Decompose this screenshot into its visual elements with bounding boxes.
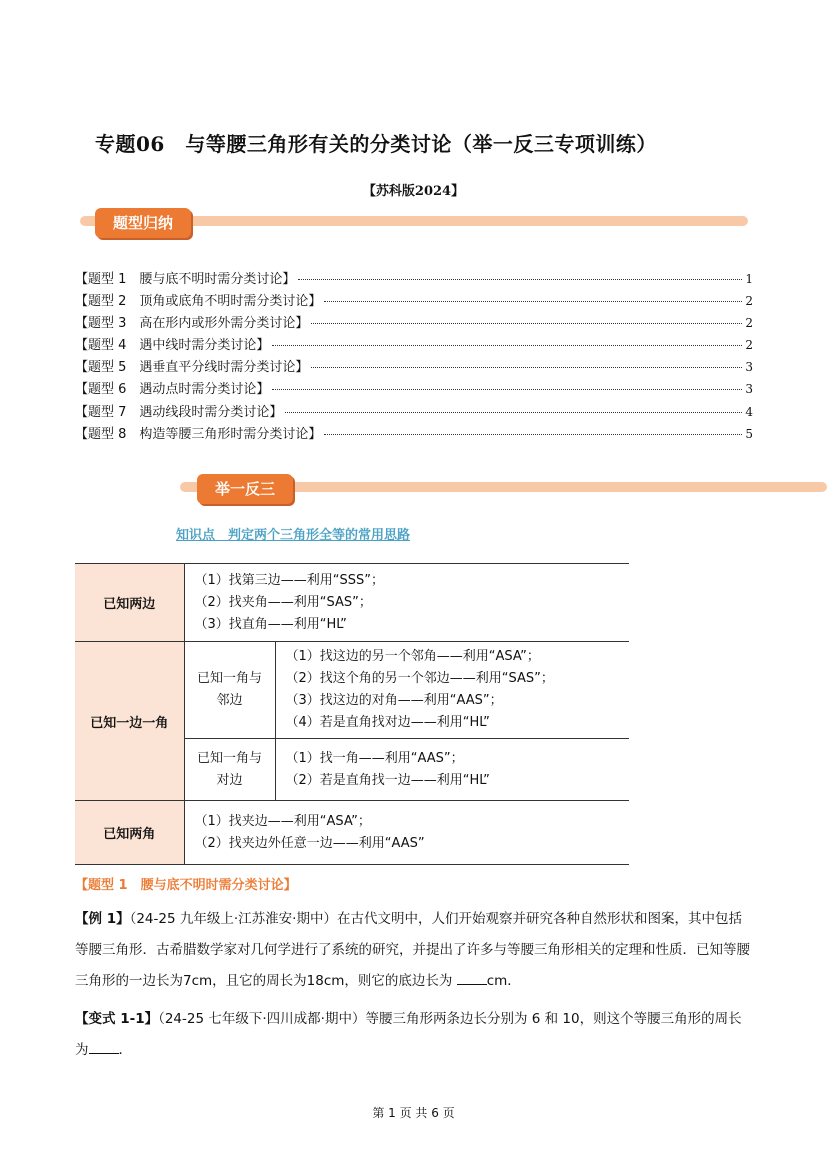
toc-page-number: 5 [745, 426, 753, 441]
method-line: （1）找夹边——利用“ASA”； [194, 813, 371, 829]
toc-item-label: 【题型 7 遇动线段时需分类讨论】 [75, 404, 283, 420]
toc-leader [298, 279, 742, 280]
method-line: （3）找直角——利用“HL” [194, 616, 347, 632]
knowledge-point-title: 知识点 判定两个三角形全等的常用思路 [176, 528, 411, 543]
method-line: （1）找一角——利用“AAS”； [285, 750, 464, 766]
method-line: （1）找第三边——利用“SSS”； [194, 572, 384, 588]
toc-item-label: 【题型 3 高在形内或形外需分类讨论】 [75, 316, 309, 332]
toc-leader [285, 412, 742, 413]
subheader-label: 已知一角与邻边 [196, 671, 262, 708]
toc-item-label: 【题型 1 腰与底不明时需分类讨论】 [75, 272, 296, 287]
toc-page-number: 2 [745, 338, 753, 353]
section-tab-practice: 举一反三 [197, 474, 293, 504]
subheader-angle-opposite-side [184, 739, 275, 801]
edition-label: 【苏科版2024】 [362, 184, 465, 199]
toc-item-label: 【题型 8 构造等腰三角形时需分类讨论】 [75, 426, 322, 442]
section-tab-summary: 题型归纳 [95, 208, 191, 238]
example-suffix: cm． [486, 973, 521, 989]
row-header-side-angle: 已知一边一角 [75, 642, 184, 801]
example-text: （24-25 九年级上·江苏淮安·期中）在古代文明中，人们开始观察并研究各种自然形状和图案，其中包括等腰三角形．古希腊数学家对几何学进行了系统的研究，并提出了许多与等腰三角形相关的定理和性质．已知等腰三角形的一边长为7cm，且它的周长为18cm，则它的底边长为 [75, 911, 750, 989]
toc-item[interactable] [75, 401, 753, 423]
table-of-contents [75, 268, 753, 445]
variant-suffix: ． [118, 1042, 132, 1058]
toc-item-label: 【题型 5 遇垂直平分线时需分类讨论】 [75, 360, 309, 376]
cell-angle-opposite-side [275, 739, 629, 801]
toc-item[interactable] [75, 290, 753, 312]
method-line: （2）找夹角——利用“SAS”； [194, 594, 372, 610]
question-type-heading: 【题型 1 腰与底不明时需分类讨论】 [75, 878, 297, 893]
example-tag: 【例 1】 [75, 911, 130, 927]
toc-leader [272, 345, 742, 346]
page-footer: 第 1 页 共 6 页 [372, 1106, 455, 1120]
toc-leader [324, 301, 742, 302]
variant-tag: 【变式 1-1】 [75, 1011, 159, 1027]
row-header-two-angles: 已知两角 [75, 801, 184, 865]
method-line: （3）找这边的对角——利用“AAS”； [285, 693, 503, 708]
method-line: （2）若是直角找一边——利用“HL” [285, 772, 490, 788]
variant-1-1 [75, 1004, 755, 1066]
toc-leader [311, 323, 742, 324]
toc-item[interactable] [75, 312, 753, 334]
document-title: 专题06 与等腰三角形有关的分类讨论（举一反三专项训练） [95, 132, 657, 156]
toc-item[interactable] [75, 423, 753, 445]
example-1 [75, 904, 755, 997]
congruence-methods-table [75, 563, 629, 865]
toc-item-label: 【题型 2 顶角或底角不明时需分类讨论】 [75, 294, 322, 310]
toc-page-number: 3 [745, 360, 753, 375]
subheader-angle-adjacent-side [184, 642, 275, 739]
cell-angle-adjacent-side [275, 642, 629, 739]
toc-item[interactable] [75, 334, 753, 356]
answer-blank[interactable] [89, 1040, 119, 1054]
cell-two-angles [184, 801, 629, 865]
toc-page-number: 2 [745, 294, 753, 309]
toc-item-label: 【题型 4 遇中线时需分类讨论】 [75, 338, 270, 354]
method-line: （4）若是直角找对边——利用“HL” [285, 715, 490, 730]
toc-item[interactable] [75, 356, 753, 378]
method-line: （2）找这个角的另一个邻边——利用“SAS”； [285, 671, 554, 686]
toc-leader [324, 434, 742, 435]
cell-two-sides [184, 564, 629, 642]
toc-page-number: 3 [745, 382, 753, 397]
method-line: （1）找这边的另一个邻角——利用“ASA”； [285, 649, 540, 664]
toc-leader [311, 367, 742, 368]
toc-page-number: 1 [745, 272, 753, 286]
toc-item[interactable] [75, 268, 753, 290]
toc-page-number: 4 [745, 404, 753, 419]
subheader-label: 已知一角与对边 [196, 750, 262, 788]
variant-text: （24-25 七年级下·四川成都·期中）等腰三角形两条边长分别为 6 和 10，则这个等腰三角形的周长为 [75, 1011, 742, 1058]
toc-leader [272, 389, 742, 390]
method-line: （2）找夹边外任意一边——利用“AAS” [194, 835, 425, 851]
toc-page-number: 2 [745, 316, 753, 331]
toc-item[interactable] [75, 378, 753, 400]
toc-item-label: 【题型 6 遇动点时需分类讨论】 [75, 382, 270, 398]
answer-blank[interactable] [457, 971, 487, 985]
row-header-two-sides: 已知两边 [75, 564, 184, 642]
